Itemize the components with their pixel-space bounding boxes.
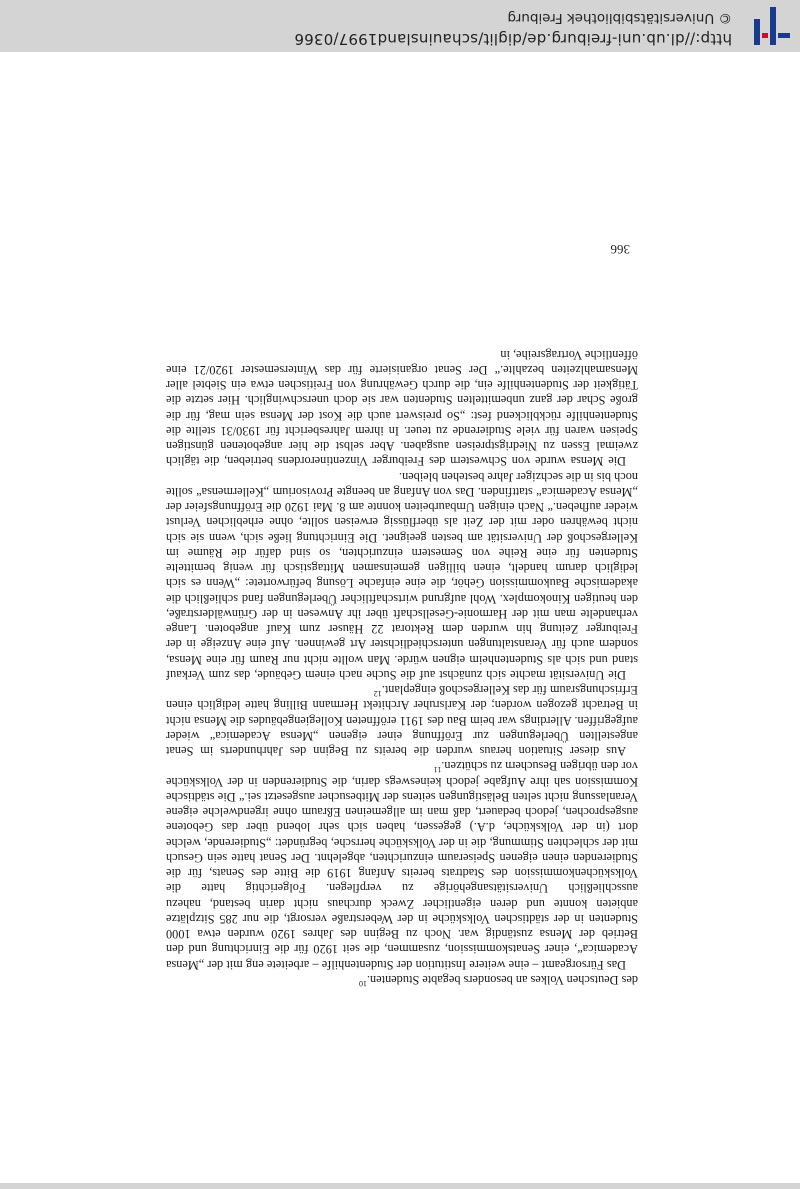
paragraph-text: Die Universität machte sich zunächst auf die Suche nach einem Gebäude, das zum Verkauf stand und sich als Studentenheim eignen würde. Man wollte nicht nur Raum für eine Mensa, sondern auch für Veranstaltungen unterschiedlichster Art gewinnen. Auf eine Anzeige in der Freiburger Zeitung hin wurden dem Rektorat 22 Häuser zum Kauf angeboten. Lange verhandelte man mit der Harmonie-Gesellschaft über ihr Anwesen in der Grünwälderstraße, den heutigen Kinokomplex. Wohl aufgrund wirtschaftlicher Überlegungen fand schließlich die akademische Baukommission Gehör, die eine einfache Lösung befürwortete: „Wenn es sich lediglich darum handelt, einen billigen gemeinsamen Mittagstisch für wenig bemittelte Studenten für eine Reihe von Semestern einzurichten, so sind dafür die Räume im Kellergeschoß der Universität am besten geeignet. Die Einrichtung ließe sich, wenn sie sich nicht bewähren oder mit der Zeit als überflüssig erweisen sollte, ohne erheblichen Verlust wieder aufheben.“ Nach einigen Umbaurbeiten konnte am 8. Mai 1920 die Eröffnungsfeier der „Mensa Academica“ stattfinden. Das von Anfang an beengte Provisorium „Kellermensa“ sollte noch bis in die sechziger Jahre bestehen bleiben. — [166, 469, 638, 682]
viewer-header — [0, 0, 800, 52]
footnote-ref: 10 — [358, 979, 367, 989]
paragraph — [166, 758, 638, 972]
paragraph — [166, 469, 638, 683]
paragraph — [166, 972, 638, 987]
paragraph-text: Das Fürsorgeamt – eine weitere Institution der Studentenhilfe – arbeitete eng mit der „Mensa Academica“, einer Senatskommission, zusammen, die seit 1920 für die Einrichtung und den Betrieb der Mensa zuständig war. Noch zu Beginn des Jahres 1920 wurden etwa 1000 Studenten in der städtischen Volksküche in der Weberstraße versorgt, die nur 285 Sitzplätze anbieten konnte und deren eigentlicher Zweck durchaus nicht darin bestand, nahezu ausschließlich Universitätsangehörige zu verpflegen. Folgerichtig hatte die Volksküchenkommission des Stadtrats bereits Anfang 1919 die Bitte des Senats, für die Studierenden einen eigenen Speiseraum einzurichten, abgelehnt. Der Senat hatte sein Gesuch mit der schlechten Stimmung, die in der Volksküche herrsche, begründet: „Studierende, welche dort (in der Volksküche, d.A.) gegessen, haben sich sehr lobend über das Gebotene ausgesprochen, jedoch bedauert, daß man im allgemeinen Eßraum ohne irgendwelche eigene Veranlassung nicht selten Belästigungen seitens der Mitbesucher ausgesetzt sei.“ Die städtische Kommission sah ihre Aufgabe jedoch keineswegs darin, die Studierenden in der Volksküche vor den übrigen Besuchern zu schützen. — [166, 759, 638, 972]
page-body — [166, 347, 638, 988]
paragraph — [166, 682, 638, 758]
library-credit: © Universitätsbibliothek Freiburg — [507, 10, 732, 26]
page-number: 366 — [610, 242, 630, 257]
paragraph-text: des Deutschen Volkes an besonders begabte Studenten. — [366, 973, 638, 987]
paragraph — [166, 347, 638, 469]
footnote-ref: 11 — [433, 765, 442, 775]
viewer-footer-bar — [0, 1183, 800, 1189]
document-url[interactable]: http://dl.ub.uni-freiburg.de/diglit/schauinsland1997/0366 — [294, 30, 732, 48]
paragraph-text: Die Mensa wurde von Schwestern des Freiburger Vinzentinerordens betrieben, die täglich zweimal Essen zu Niedrigstpreisen ausgaben. Aber selbst die hier angebotenen günstigen Speisen waren für viele Studierende zu teuer. In ihrem Jahresbericht für 1930/31 stellte die Studentenhilfe rückblickend fest: „So preiswert auch die Kost der Mensa sein mag, für die große Schar der ganz unbemittelten Studenten war sie doch unerschwinglich. Hier setzte die Tätigkeit der Studentenhilfe ein, die durch Gewährung von Freitischen etwa ein Siebtel aller Mensamahlzeiten bezahlte.“ Der Senat organisierte für das Wintersemester 1920/21 eine öffentliche Vortragsreihe, in — [166, 347, 638, 469]
footnote-ref: 12 — [373, 689, 382, 699]
paragraph-text: Aus dieser Situation heraus wurden die bereits zu Beginn des Jahrhunderts im Senat angestellten Überlegungen zur Eröffnung einer eigenen „Mensa Academica“ wieder aufgegriffen. Allerdings war beim Bau des 1911 eröffneten Kollegiengebäudes die Mensa nicht in Betracht gezogen worden; der Karlsruher Architekt Hermann Billing hatte lediglich einen Erfrischungsraum für das Kellergeschoß eingeplant. — [166, 683, 638, 759]
ub-freiburg-logo-icon — [752, 7, 792, 45]
